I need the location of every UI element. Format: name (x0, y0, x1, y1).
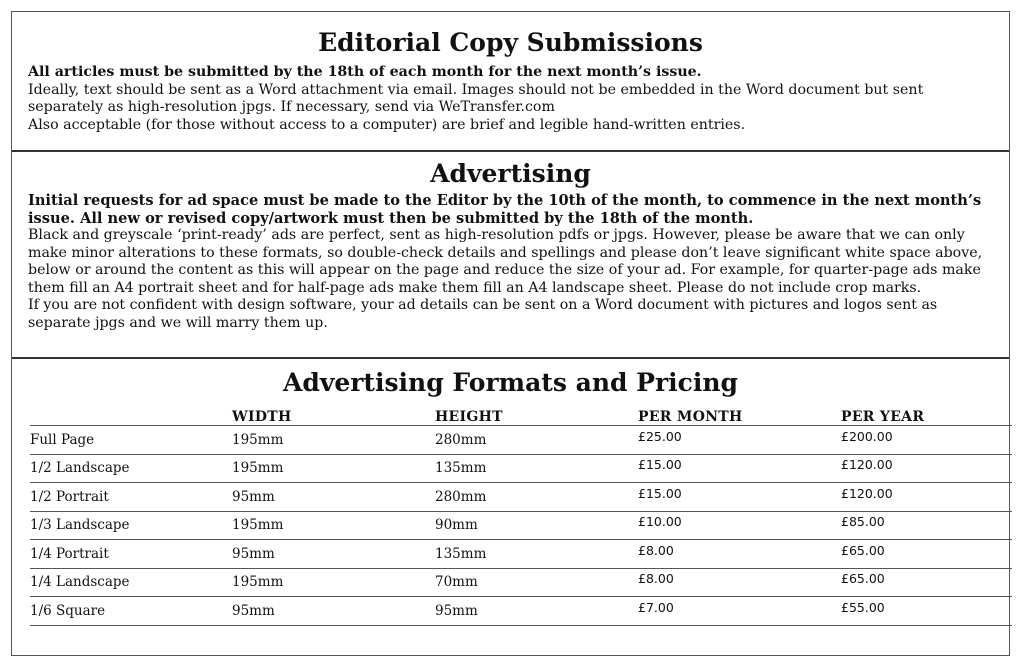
price-year: £120.00 (841, 457, 893, 473)
cell-width: 195mm (232, 460, 284, 477)
advertising-section (12, 159, 1009, 332)
editorial-title: Editorial Copy Submissions (318, 28, 703, 57)
editorial-section (12, 28, 1009, 134)
cell-format: 1/4 Landscape (30, 574, 130, 591)
advertising-title: Advertising (430, 159, 591, 188)
price-year: £200.00 (841, 428, 893, 444)
price-year: £55.00 (841, 599, 885, 615)
editorial-paragraph-1: Ideally, text should be sent as a Word attachment via email. Images should not be embedded in the Word document but sent separately as high-resolution jpgs. If necessary, send via WeTransfer.com (28, 81, 924, 115)
pricing-header-row (30, 407, 1012, 426)
table-row (30, 540, 1012, 569)
price-month: £7.00 (638, 599, 674, 615)
price-month: £15.00 (638, 485, 682, 501)
price-year: £65.00 (841, 571, 885, 587)
document-frame (11, 11, 1010, 656)
cell-height: 280mm (435, 488, 487, 505)
cell-format: 1/2 Landscape (30, 460, 130, 477)
cell-per-month (638, 568, 841, 597)
cell-width: 95mm (232, 602, 275, 619)
price-month: £25.00 (638, 428, 682, 444)
cell-per-month (638, 597, 841, 626)
pricing-title: Advertising Formats and Pricing (282, 368, 739, 397)
cell-format: 1/6 Square (30, 602, 106, 619)
cell-width: 195mm (232, 431, 284, 448)
cell-width: 195mm (232, 574, 284, 591)
table-row (30, 426, 1012, 455)
price-year: £120.00 (841, 485, 893, 501)
table-row (30, 597, 1012, 626)
table-row (30, 454, 1012, 483)
section-divider (12, 150, 1009, 152)
editorial-paragraph-2: Also acceptable (for those without access to a computer) are brief and legible hand-written entries. (28, 116, 746, 133)
cell-format: 1/3 Landscape (30, 517, 130, 534)
cell-per-year (841, 426, 1012, 455)
price-month: £10.00 (638, 514, 682, 530)
cell-width: 195mm (232, 517, 284, 534)
header-per-month: PER MONTH (638, 409, 743, 425)
cell-per-month (638, 426, 841, 455)
header-format (30, 407, 232, 426)
table-row (30, 568, 1012, 597)
cell-per-year (841, 454, 1012, 483)
cell-height: 135mm (435, 460, 487, 477)
cell-height: 135mm (435, 545, 487, 562)
cell-height: 95mm (435, 602, 478, 619)
cell-format: 1/2 Portrait (30, 488, 109, 505)
pricing-section (12, 368, 1009, 398)
cell-height: 280mm (435, 431, 487, 448)
advertising-paragraph-1: Black and greyscale ‘print-ready’ ads are perfect, sent as high-resolution pdfs or jpgs. However, please be aware that we can only make minor alterations to these formats, so double-check details and spellings and please don’t leave significant white space above, below or around the content as this will appear on the page and reduce the size of your ad. For example, for quarter-page ads make them fill an A4 portrait sheet and for half-page ads make them fill an A4 landscape sheet. Please do not include crop marks. (28, 227, 983, 296)
cell-height: 90mm (435, 517, 478, 534)
cell-per-month (638, 511, 841, 540)
pricing-table (30, 407, 1012, 626)
advertising-deadline: Initial requests for ad space must be made to the Editor by the 10th of the month, to commence in the next month’s issue. All new or revised copy/artwork must then be submitted by the 18th of the month. (28, 192, 982, 227)
cell-height: 70mm (435, 574, 478, 591)
cell-per-year (841, 483, 1012, 512)
price-month: £15.00 (638, 457, 682, 473)
advertising-paragraph-2: If you are not confident with design software, your ad details can be sent on a Word document with pictures and logos sent as separate jpgs and we will marry them up. (28, 297, 938, 331)
price-month: £8.00 (638, 571, 674, 587)
section-divider (12, 357, 1009, 359)
table-row (30, 483, 1012, 512)
cell-per-year (841, 511, 1012, 540)
cell-per-year (841, 597, 1012, 626)
cell-per-year (841, 568, 1012, 597)
price-month: £8.00 (638, 542, 674, 558)
cell-per-month (638, 454, 841, 483)
cell-width: 95mm (232, 545, 275, 562)
cell-per-year (841, 540, 1012, 569)
header-height: HEIGHT (435, 409, 503, 425)
price-year: £85.00 (841, 514, 885, 530)
cell-per-month (638, 483, 841, 512)
cell-format: Full Page (30, 431, 95, 448)
editorial-deadline: All articles must be submitted by the 18th of each month for the next month’s issue. (28, 64, 702, 80)
cell-per-month (638, 540, 841, 569)
cell-format: 1/4 Portrait (30, 545, 109, 562)
header-width: WIDTH (232, 409, 292, 425)
header-per-year: PER YEAR (841, 409, 925, 425)
cell-width: 95mm (232, 488, 275, 505)
table-row (30, 511, 1012, 540)
price-year: £65.00 (841, 542, 885, 558)
